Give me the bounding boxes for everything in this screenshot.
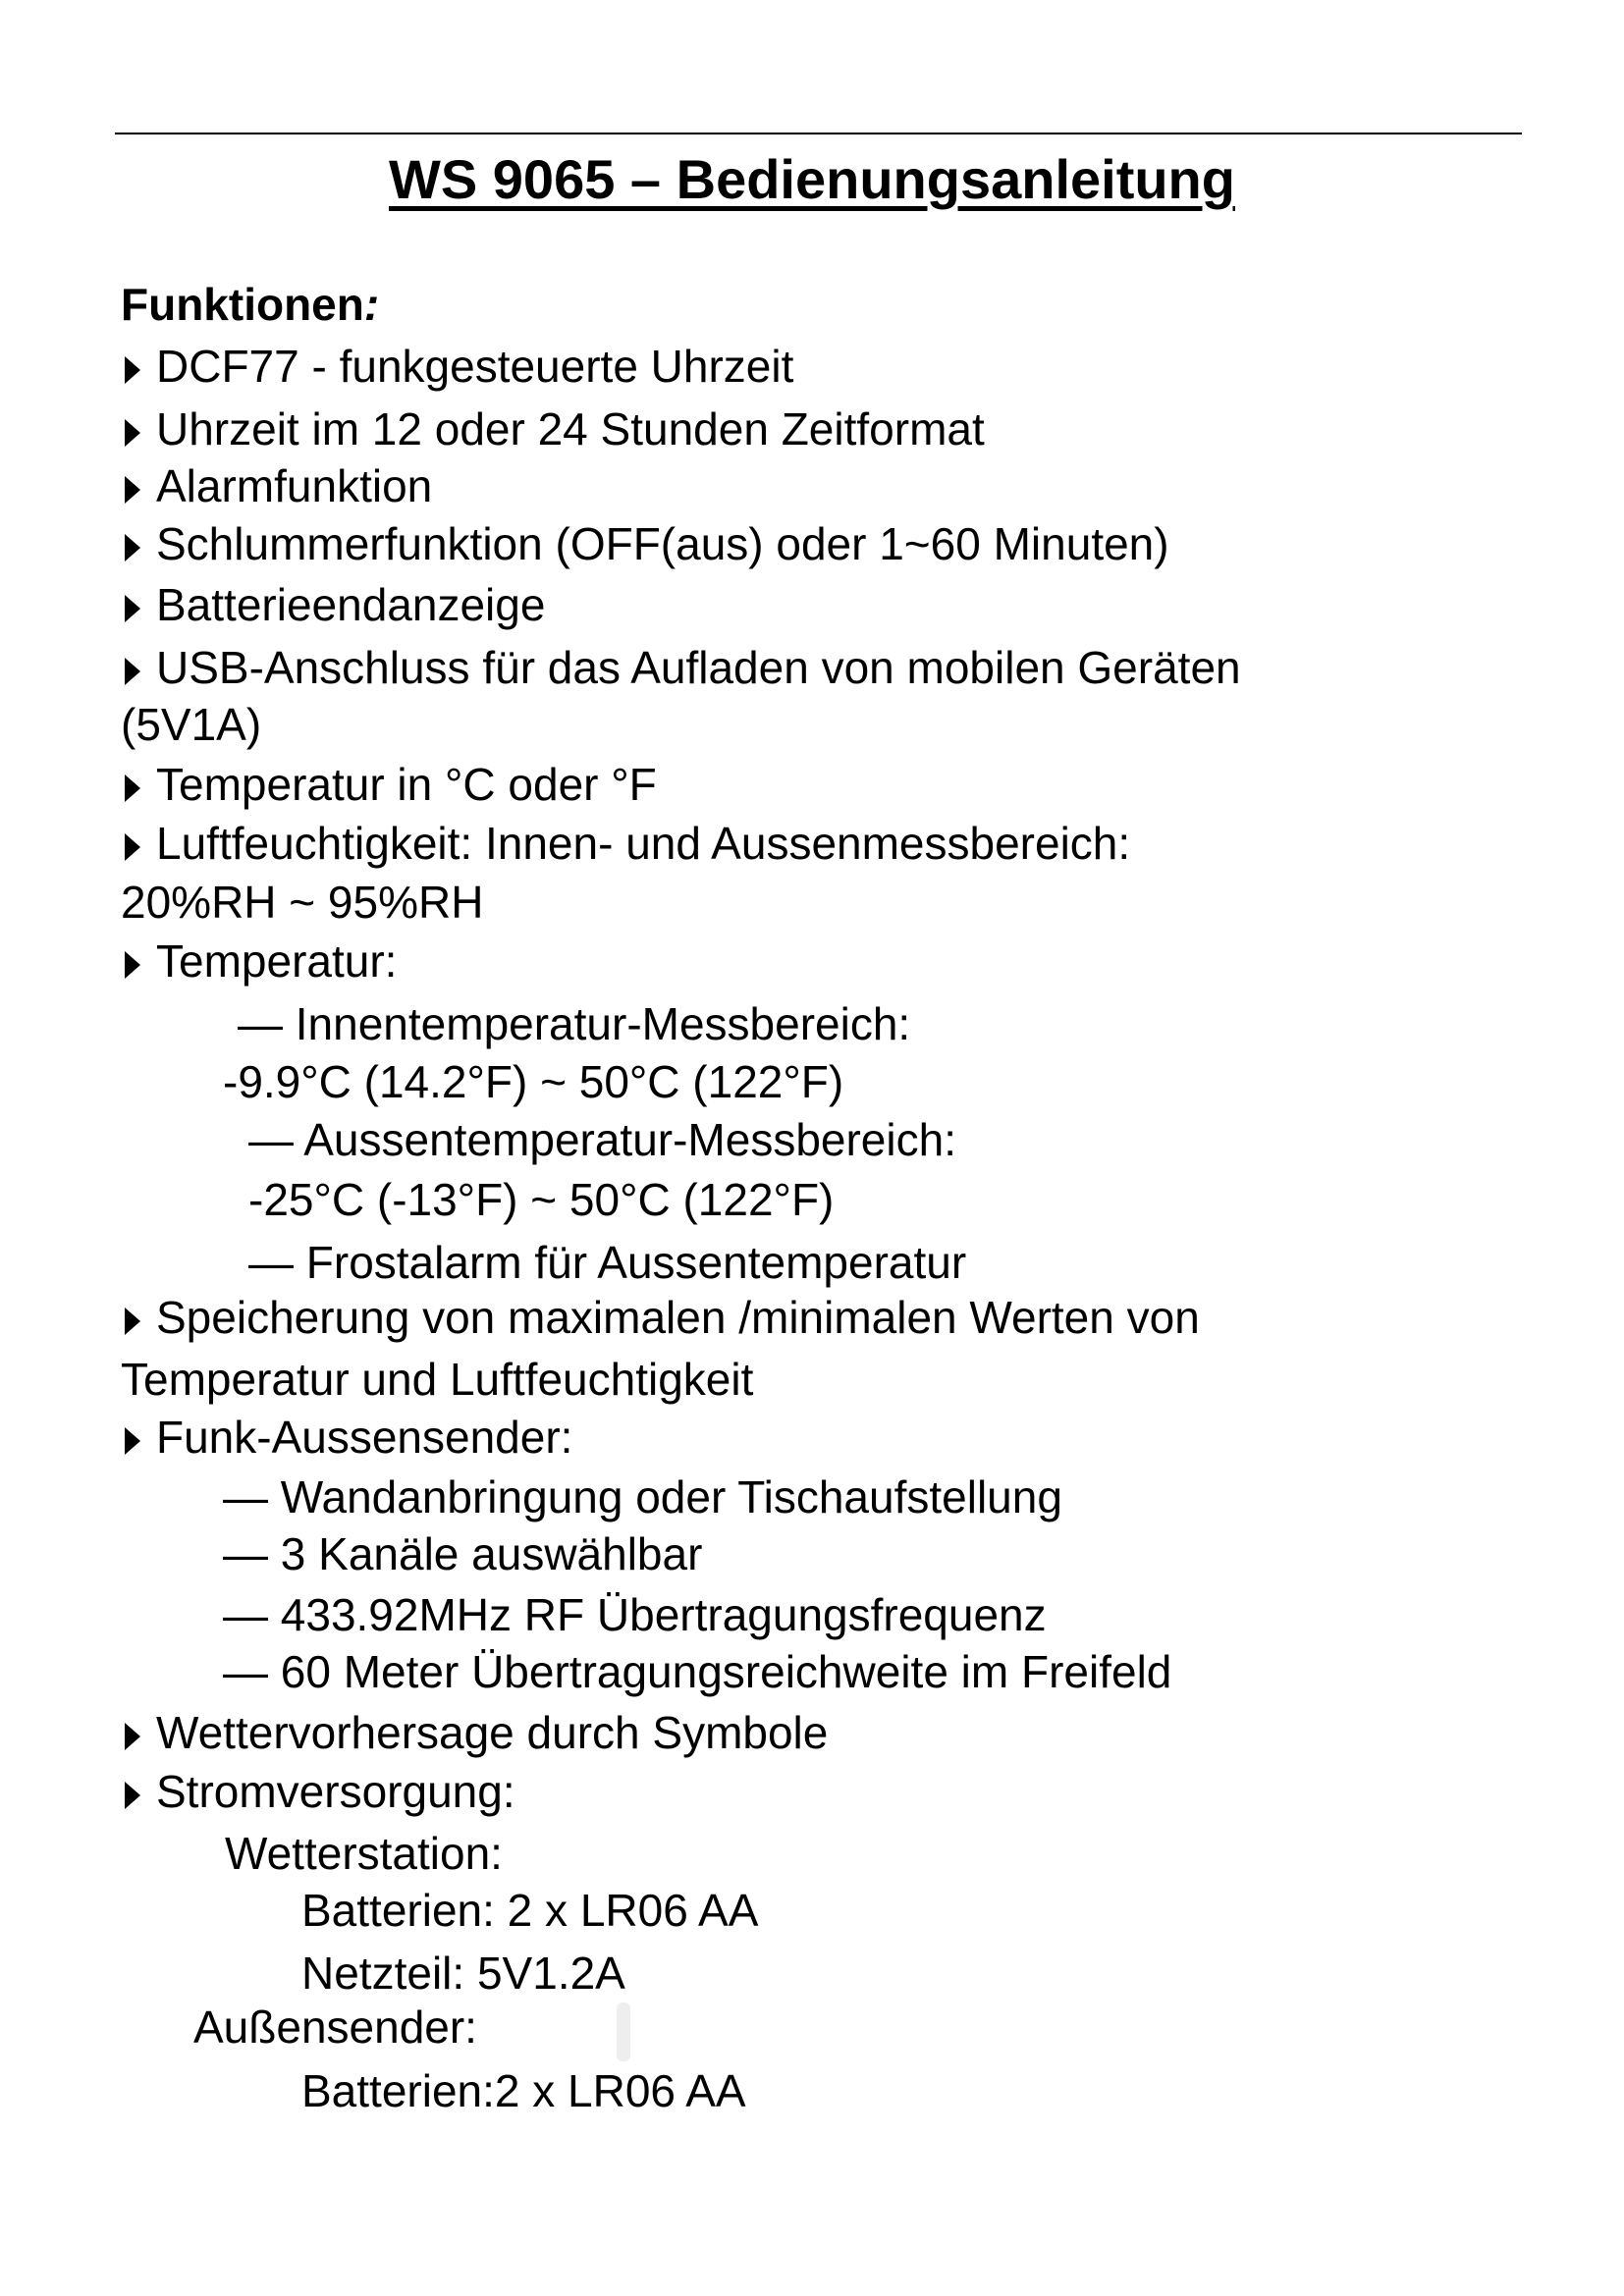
list-item: Temperatur: xyxy=(125,934,397,988)
sub-item-value: -25°C (-13°F) ~ 50°C (122°F) xyxy=(248,1174,835,1225)
triangle-bullet-icon xyxy=(125,534,140,561)
sub-item: — Frostalarm für Aussentemperatur xyxy=(248,1237,967,1288)
sub-heading: Wetterstation: xyxy=(225,1828,503,1879)
triangle-bullet-icon xyxy=(125,356,140,384)
list-item: Speicherung von maximalen /minimalen Werten von xyxy=(125,1290,1200,1345)
list-item: Schlummerfunktion (OFF(aus) oder 1~60 Minuten) xyxy=(125,516,1169,571)
sub-item: — 433.92MHz RF Übertragungsfrequenz xyxy=(223,1589,1047,1640)
triangle-bullet-icon xyxy=(125,1427,140,1455)
list-item: DCF77 - funkgesteuerte Uhrzeit xyxy=(125,339,793,394)
sub-item: — 60 Meter Übertragungsreichweite im Freifeld xyxy=(223,1646,1172,1697)
sub-item: — 3 Kanäle auswählbar xyxy=(223,1528,703,1579)
sub-item-value: Netzteil: 5V1.2A xyxy=(301,1948,625,1999)
list-item-continuation: Temperatur und Luftfeuchtigkeit xyxy=(121,1354,754,1405)
triangle-bullet-icon xyxy=(125,1308,140,1335)
list-item: Luftfeuchtigkeit: Innen- und Aussenmessbereich: xyxy=(125,816,1130,871)
sub-item: — Wandanbringung oder Tischaufstellung xyxy=(223,1471,1062,1522)
scan-artifact xyxy=(617,2002,630,2061)
list-item: Funk-Aussensender: xyxy=(125,1410,572,1465)
section-heading-colon: : xyxy=(363,279,380,330)
sub-item: — Aussentemperatur-Messbereich: xyxy=(248,1114,956,1165)
list-item: Wettervorhersage durch Symbole xyxy=(125,1705,828,1760)
list-item: USB-Anschluss für das Aufladen von mobilen Geräten xyxy=(125,640,1241,695)
triangle-bullet-icon xyxy=(125,595,140,622)
triangle-bullet-icon xyxy=(125,1723,140,1750)
sub-item-value: Batterien:2 x LR06 AA xyxy=(301,2065,746,2116)
sub-item-value: -9.9°C (14.2°F) ~ 50°C (122°F) xyxy=(223,1056,844,1107)
triangle-bullet-icon xyxy=(125,951,140,979)
list-item: Alarmfunktion xyxy=(125,458,432,513)
list-item-continuation: 20%RH ~ 95%RH xyxy=(121,877,484,928)
triangle-bullet-icon xyxy=(125,419,140,447)
list-item: Temperatur in °C oder °F xyxy=(125,757,657,812)
triangle-bullet-icon xyxy=(125,1782,140,1809)
triangle-bullet-icon xyxy=(125,658,140,685)
triangle-bullet-icon xyxy=(125,833,140,861)
list-item: Batterieendanzeige xyxy=(125,577,545,632)
triangle-bullet-icon xyxy=(125,476,140,504)
section-heading xyxy=(121,277,379,332)
list-item: Uhrzeit im 12 oder 24 Stunden Zeitformat xyxy=(125,401,985,456)
sub-item-value: Batterien: 2 x LR06 AA xyxy=(301,1885,759,1936)
top-rule xyxy=(115,133,1522,134)
sub-heading: Außensender: xyxy=(193,2002,477,2053)
document-title: WS 9065 – Bedienungsanleitung xyxy=(389,148,1235,210)
section-heading-text: Funktionen xyxy=(121,279,364,330)
list-item-continuation: (5V1A) xyxy=(121,699,262,750)
list-item: Stromversorgung: xyxy=(125,1764,515,1819)
sub-item: — Innentemperatur-Messbereich: xyxy=(238,998,911,1049)
triangle-bullet-icon xyxy=(125,774,140,802)
